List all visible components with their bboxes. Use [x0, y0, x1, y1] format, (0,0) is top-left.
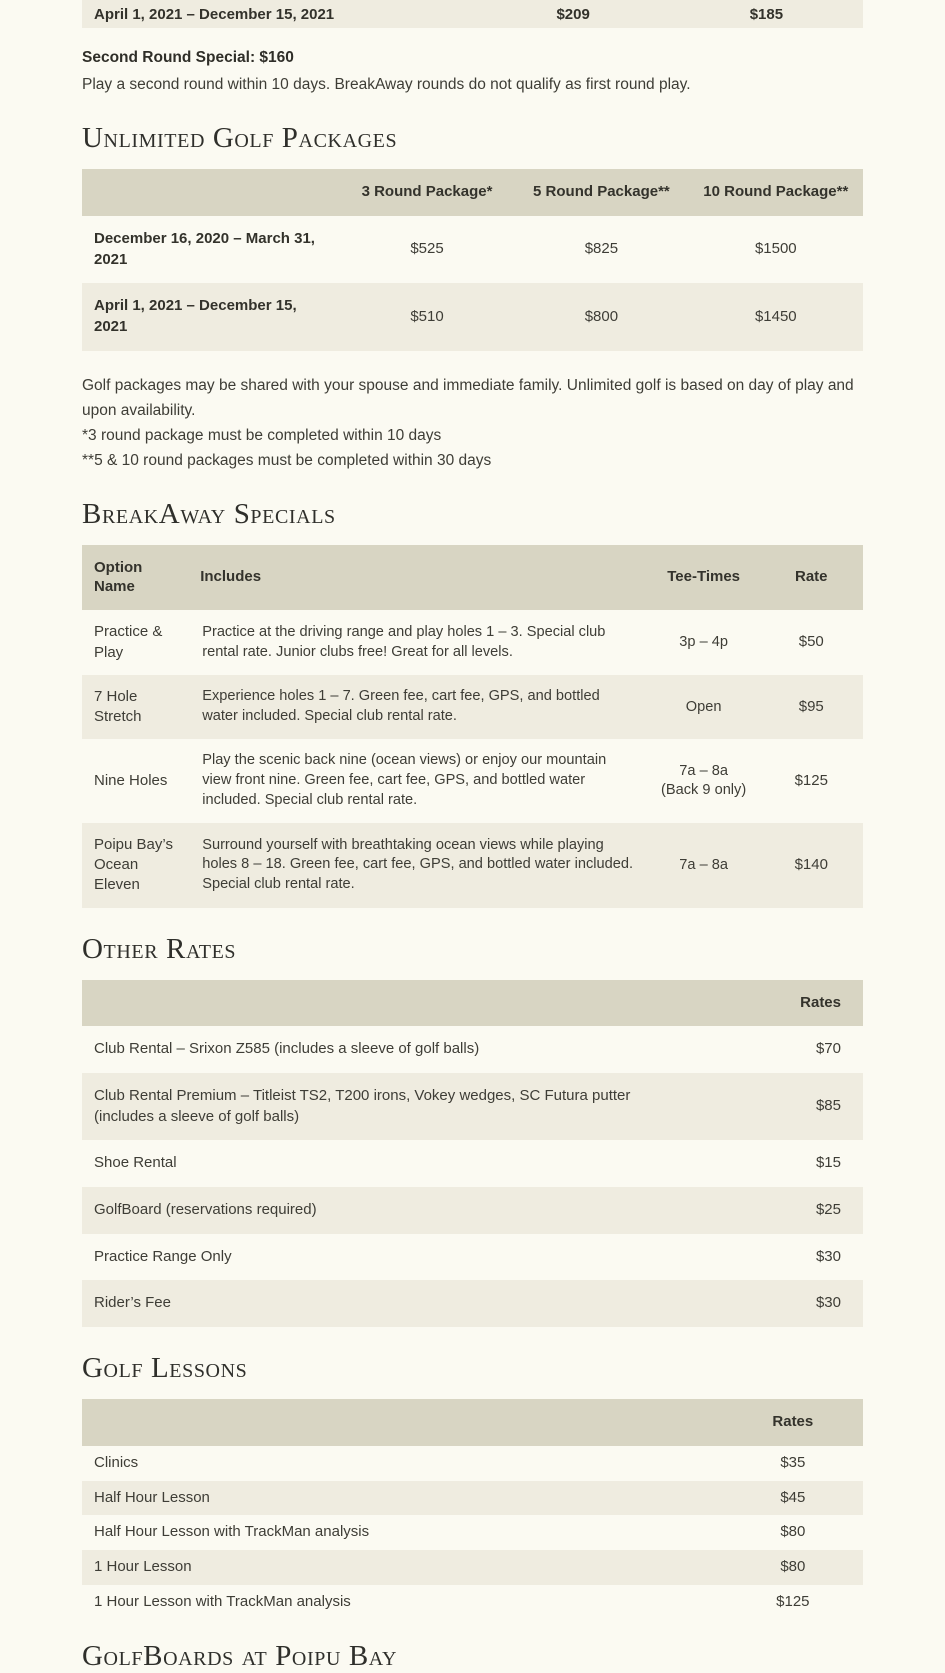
cell-rate: $15 — [700, 1140, 863, 1187]
table-row — [82, 1187, 863, 1234]
cell-tee-times: Open — [648, 675, 760, 740]
packages-note-3-round: *3 round package must be completed within 10 days — [82, 426, 442, 444]
cell-option-name: Nine Holes — [82, 739, 188, 823]
header-blank — [82, 980, 700, 1027]
header-blank — [82, 1399, 723, 1446]
table-row — [82, 1515, 863, 1550]
cell-5-round-price: $800 — [514, 283, 688, 350]
table-row — [82, 1026, 863, 1073]
cell-item-name: Clinics — [82, 1446, 723, 1481]
header-10-round: 10 Round Package** — [689, 169, 863, 216]
cell-rate: $35 — [723, 1446, 863, 1481]
cell-10-round-price: $1500 — [689, 216, 863, 283]
cell-item-name: 1 Hour Lesson — [82, 1550, 723, 1585]
heading-unlimited-golf-packages: Unlimited Golf Packages — [82, 122, 398, 155]
cell-rate: $125 — [760, 739, 863, 823]
header-5-round: 5 Round Package** — [514, 169, 688, 216]
heading-other-rates: Other Rates — [82, 932, 237, 965]
cell-item-name: Practice Range Only — [82, 1234, 700, 1281]
cell-rate: $30 — [700, 1280, 863, 1327]
cell-item-name: Club Rental Premium – Titleist TS2, T200 irons, Vokey wedges, SC Futura putter (includes a sleeve of golf balls) — [82, 1073, 700, 1140]
cell-item-name: Half Hour Lesson with TrackMan analysis — [82, 1515, 723, 1550]
table-row — [82, 0, 863, 28]
cell-tee-times: 7a – 8a (Back 9 only) — [648, 739, 760, 823]
header-rates: Rates — [723, 1399, 863, 1446]
header-rates: Rates — [700, 980, 863, 1027]
cell-rate: $70 — [700, 1026, 863, 1073]
cell-rate: $140 — [760, 823, 863, 908]
table-row — [82, 610, 863, 675]
unlimited-packages-table — [82, 169, 863, 351]
cell-rate: $125 — [723, 1585, 863, 1620]
previous-rates-table — [82, 0, 863, 28]
cell-option-name: Poipu Bay’s Ocean Eleven — [82, 823, 188, 908]
cell-tee-times: 3p – 4p — [648, 610, 760, 675]
cell-includes: Practice at the driving range and play holes 1 – 3. Special club rental rate. Junior clubs free! Great for all levels. — [188, 610, 648, 675]
cell-10-round-price: $1450 — [689, 283, 863, 350]
cell-rate: $85 — [700, 1073, 863, 1140]
header-blank — [82, 169, 340, 216]
table-row — [82, 1550, 863, 1585]
golf-lessons-table — [82, 1399, 863, 1619]
heading-golf-lessons: Golf Lessons — [82, 1352, 248, 1385]
cell-tee-times: 7a – 8a — [648, 823, 760, 908]
unlimited-packages-notes — [82, 373, 863, 473]
other-rates-table — [82, 980, 863, 1328]
cell-includes: Experience holes 1 – 7. Green fee, cart fee, GPS, and bottled water included. Special club rental rate. — [188, 675, 648, 740]
table-row — [82, 1585, 863, 1620]
previous-table-partial — [82, 0, 863, 28]
table-row — [82, 1234, 863, 1281]
cell-rate-2: $185 — [670, 0, 863, 28]
cell-includes: Surround yourself with breathtaking ocean views while playing holes 8 – 18. Green fee, cart fee, GPS, and bottled water included. Special club rental rate. — [188, 823, 648, 908]
cell-rate: $30 — [700, 1234, 863, 1281]
cell-option-name: Practice & Play — [82, 610, 188, 675]
table-row — [82, 823, 863, 908]
cell-rate: $25 — [700, 1187, 863, 1234]
cell-item-name: Half Hour Lesson — [82, 1481, 723, 1516]
table-header-row — [82, 169, 863, 216]
table-row — [82, 1073, 863, 1140]
second-round-headline: Second Round Special: $160 — [82, 49, 294, 66]
cell-item-name: Rider’s Fee — [82, 1280, 700, 1327]
second-round-special-block — [82, 45, 863, 97]
table-row — [82, 1446, 863, 1481]
header-3-round: 3 Round Package* — [340, 169, 514, 216]
cell-3-round-price: $525 — [340, 216, 514, 283]
cell-5-round-price: $825 — [514, 216, 688, 283]
table-header-row — [82, 545, 863, 611]
table-row — [82, 1481, 863, 1516]
table-row — [82, 283, 863, 350]
header-option-name: Option Name — [82, 545, 188, 611]
table-row — [82, 739, 863, 823]
cell-rate-1: $209 — [477, 0, 670, 28]
cell-item-name: Shoe Rental — [82, 1140, 700, 1187]
cell-rate: $80 — [723, 1550, 863, 1585]
cell-rate: $95 — [760, 675, 863, 740]
cell-item-name: 1 Hour Lesson with TrackMan analysis — [82, 1585, 723, 1620]
table-row — [82, 216, 863, 283]
cell-item-name: GolfBoard (reservations required) — [82, 1187, 700, 1234]
cell-rate: $80 — [723, 1515, 863, 1550]
header-tee-times: Tee-Times — [648, 545, 760, 611]
cell-3-round-price: $510 — [340, 283, 514, 350]
cell-period: April 1, 2021 – December 15, 2021 — [82, 283, 340, 350]
cell-period: April 1, 2021 – December 15, 2021 — [82, 0, 477, 28]
packages-note-general: Golf packages may be shared with your spouse and immediate family. Unlimited golf is based on day of play and upon availability. — [82, 376, 854, 419]
cell-option-name: 7 Hole Stretch — [82, 675, 188, 740]
header-includes: Includes — [188, 545, 648, 611]
cell-item-name: Club Rental – Srixon Z585 (includes a sleeve of golf balls) — [82, 1026, 700, 1073]
table-row — [82, 1280, 863, 1327]
cell-includes: Play the scenic back nine (ocean views) or enjoy our mountain view front nine. Green fee, cart fee, GPS, and bottled water included. Special club rental rate. — [188, 739, 648, 823]
packages-note-5-10-round: **5 & 10 round packages must be completed within 30 days — [82, 451, 492, 469]
table-row — [82, 675, 863, 740]
heading-golfboards-at-poipu-bay: GolfBoards at Poipu Bay — [82, 1640, 398, 1673]
breakaway-specials-table — [82, 545, 863, 908]
heading-breakaway-specials: BreakAway Specials — [82, 498, 336, 531]
header-rate: Rate — [760, 545, 863, 611]
table-header-row — [82, 1399, 863, 1446]
cell-rate: $45 — [723, 1481, 863, 1516]
cell-rate: $50 — [760, 610, 863, 675]
table-header-row — [82, 980, 863, 1027]
table-row — [82, 1140, 863, 1187]
second-round-description: Play a second round within 10 days. BreakAway rounds do not qualify as first round play. — [82, 76, 691, 94]
cell-period: December 16, 2020 – March 31, 2021 — [82, 216, 340, 283]
